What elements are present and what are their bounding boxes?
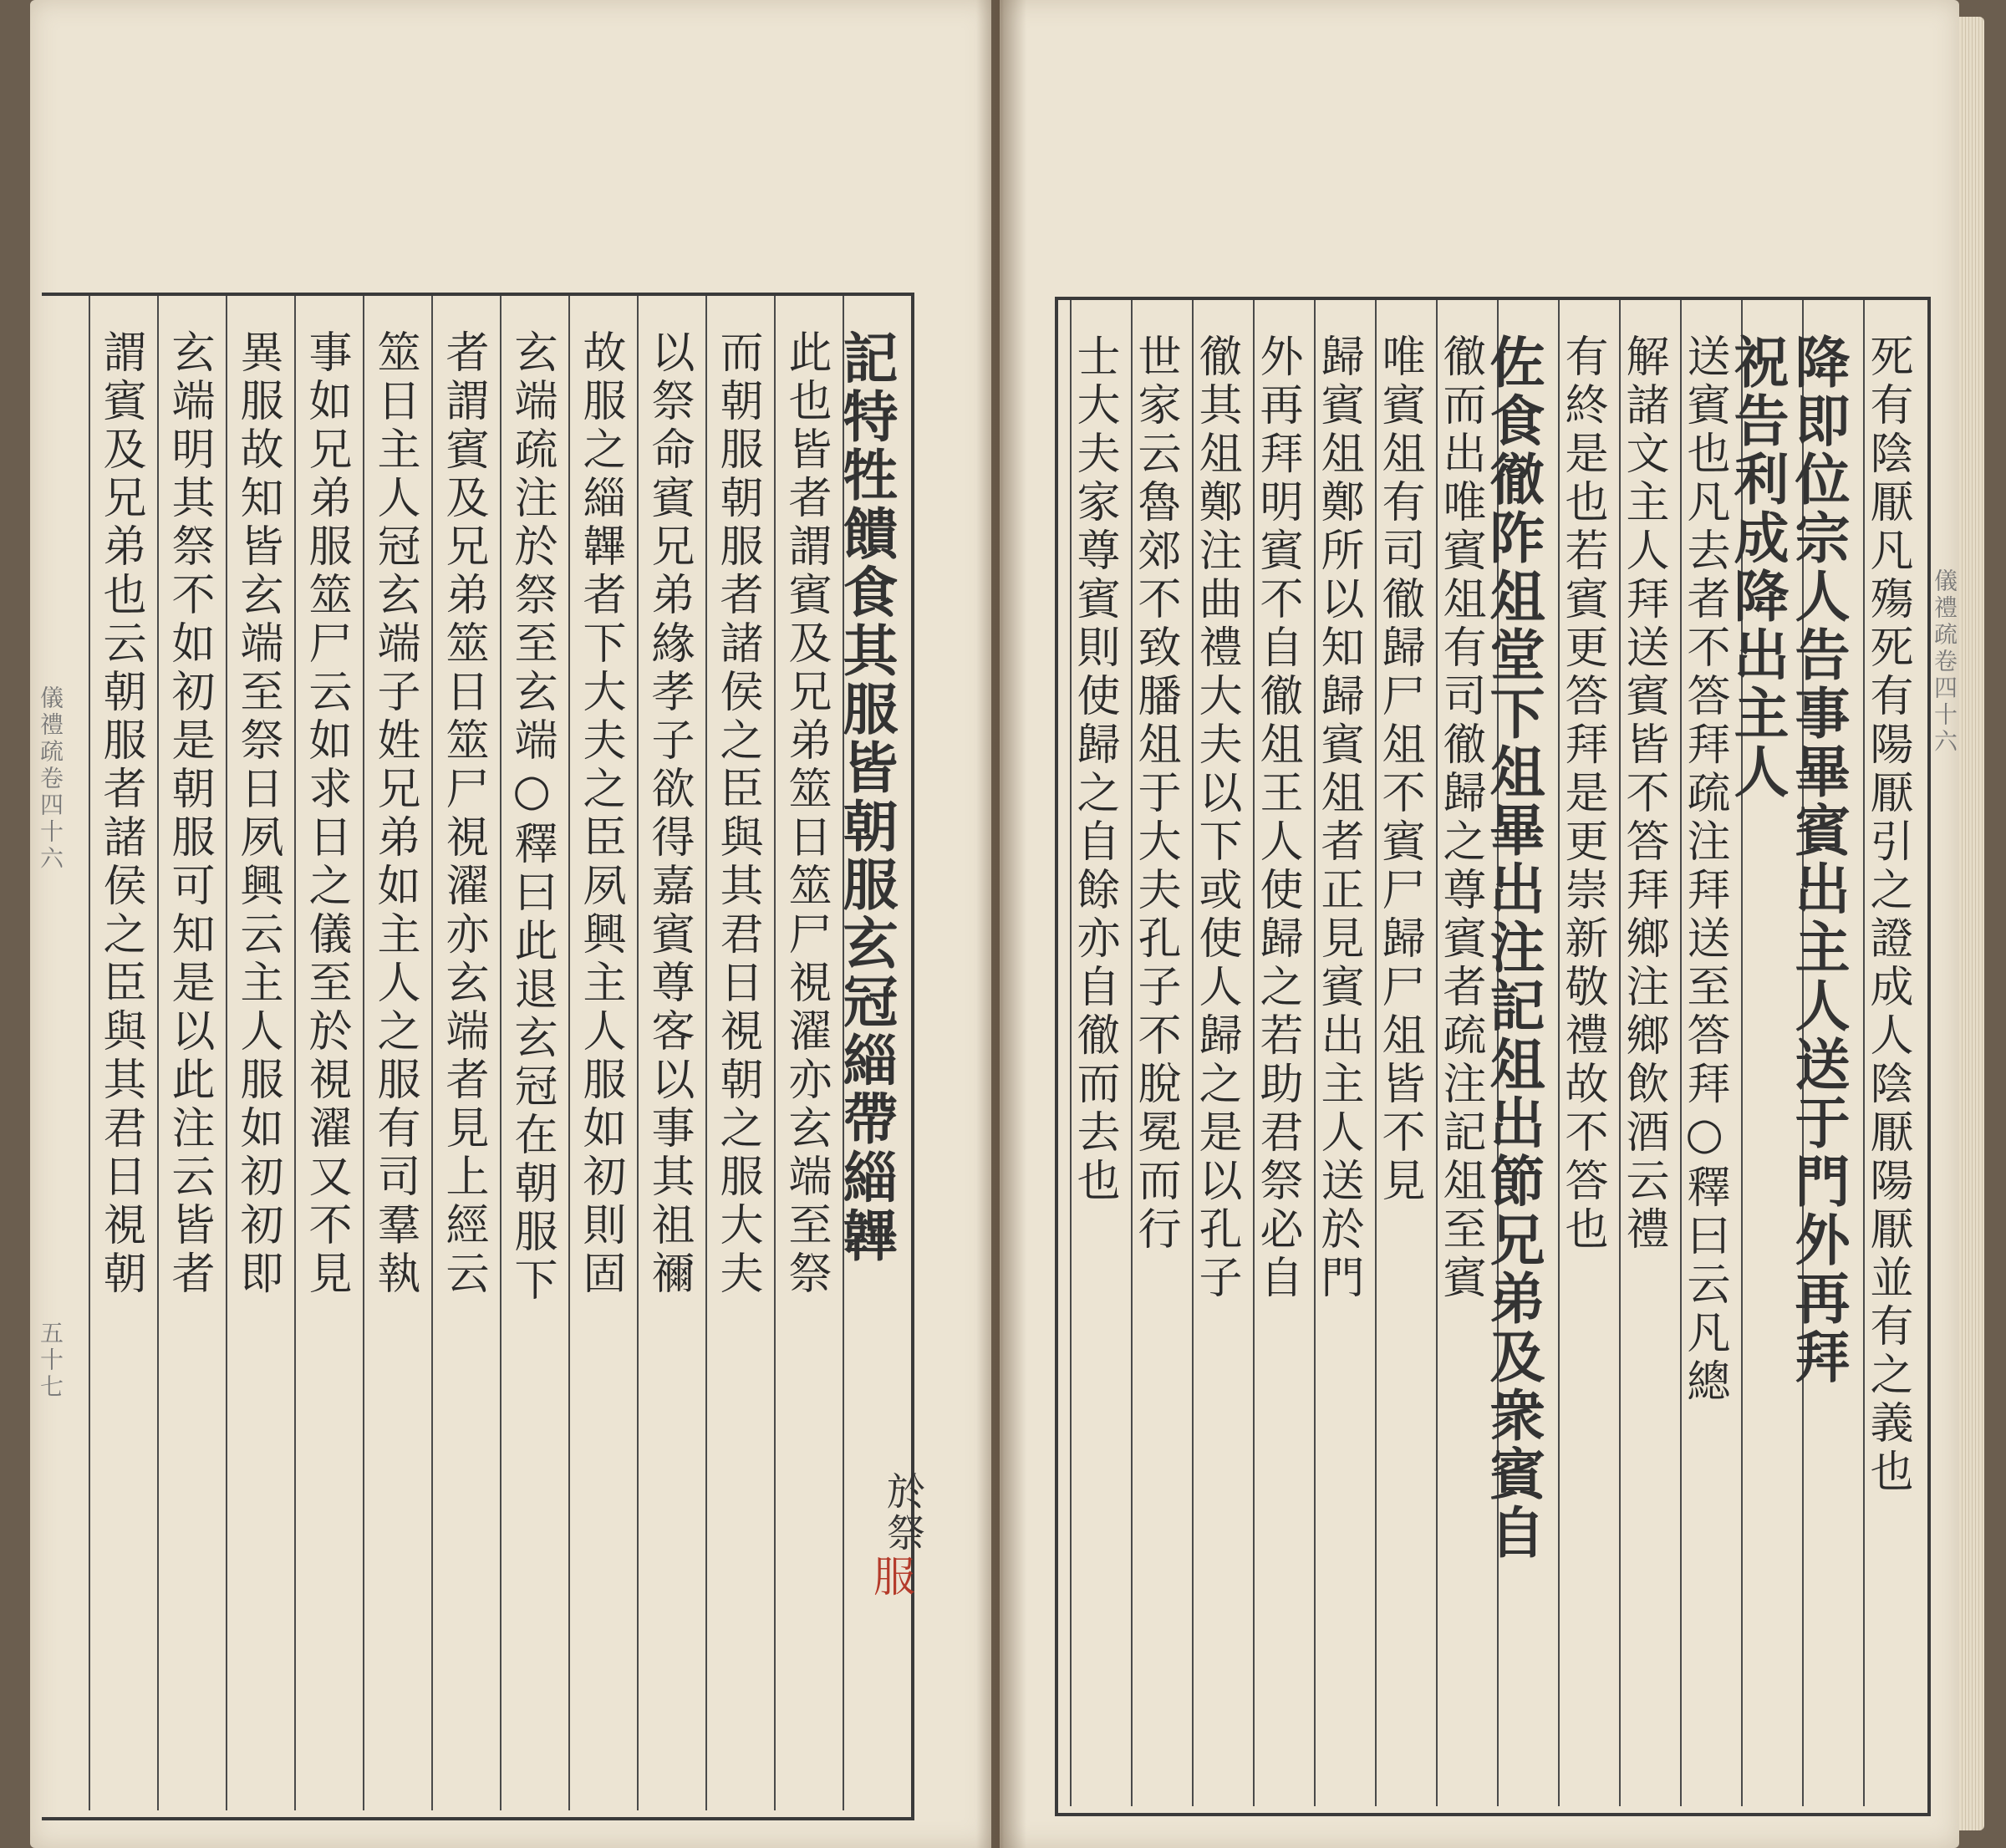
right-text-column: 歸賓俎鄭所以知歸賓俎者正見賓出主人送於門 xyxy=(1313,333,1363,1303)
right-text-column: 世家云魯郊不致膰俎于大夫孔子不脫冕而行 xyxy=(1130,333,1180,1255)
red-mark: 服 xyxy=(867,1555,915,1596)
left-text-column: 此也皆者謂賓及兄弟筮日筮尸視濯亦玄端至祭 xyxy=(781,329,831,1299)
left-text-column: 玄端疏注於祭至玄端○釋曰此退玄冠在朝服下 xyxy=(507,329,557,1306)
right-text-column: 解諸文主人拜送賓皆不答拜鄉注鄉飲酒云禮 xyxy=(1618,333,1668,1255)
left-text-column: 以祭命賓兄弟緣孝子欲得嘉賓尊客以事其祖禰 xyxy=(644,329,694,1299)
right-text-column: 有終是也若賓更答拜是更崇新敬禮故不答也 xyxy=(1557,333,1607,1255)
right-text-column: 徹而出唯賓俎有司徹歸之尊賓者疏注記俎至賓 xyxy=(1435,333,1485,1303)
right-text-column: 唯賓俎有司徹歸尸俎不賓尸歸尸俎皆不見 xyxy=(1374,333,1424,1206)
left-text-column: 謂賓及兄弟也云朝服者諸侯之臣與其君日視朝 xyxy=(95,329,145,1299)
right-text-column: 祝告利成降出主人 xyxy=(1724,333,1790,802)
left-text-column: 而朝服朝服者諸侯之臣與其君日視朝之服大夫 xyxy=(712,329,762,1299)
book-gutter xyxy=(976,0,1026,1848)
left-text-column: 筮日主人冠玄端子姓兄弟如主人之服有司羣執 xyxy=(369,329,420,1299)
right-text-column: 徹其俎鄭注曲禮大夫以下或使人歸之是以孔子 xyxy=(1191,333,1241,1303)
page-edge-stack xyxy=(1959,17,1984,1830)
margin-note-bottom: 五十七 xyxy=(37,1321,64,1401)
right-text-column: 死有陰厭凡殤死有陽厭引之證成人陰厭陽厭並有之義也 xyxy=(1862,333,1912,1497)
left-text-column: 故服之緇韠者下大夫之臣夙興主人服如初則固 xyxy=(575,329,625,1299)
left-text-column: 事如兄弟服筮尸云如求日之儀至於視濯又不見 xyxy=(301,329,351,1299)
column-top-note: 於祭 xyxy=(881,1471,926,1555)
margin-note-right: 儀禮疏卷四十六 xyxy=(1931,568,1958,756)
right-text-column: 士大夫家尊賓則使歸之自餘亦自徹而去也 xyxy=(1069,333,1119,1206)
margin-note-left: 儀禮疏卷四十六 xyxy=(37,685,64,873)
left-text-column: 記特牲饋食其服皆朝服玄冠緇帶緇韠 xyxy=(833,329,899,1265)
left-text-column: 玄端明其祭不如初是朝服可知是以此注云皆者 xyxy=(164,329,214,1299)
left-text-column: 異服故知皆玄端至祭日夙興云主人服如初初即 xyxy=(232,329,283,1299)
right-text-column: 佐食徹阼俎堂下俎畢出注記俎出節兄弟及衆賓自 xyxy=(1480,333,1545,1562)
left-text-column: 者謂賓及兄弟筮日筮尸視濯亦玄端者見上經云 xyxy=(438,329,488,1299)
right-text-column: 外再拜明賓不自徹俎王人使歸之若助君祭必自 xyxy=(1252,333,1302,1303)
right-text-column: 送賓也凡去者不答拜疏注拜送至答拜○釋曰云凡總 xyxy=(1679,333,1729,1407)
right-text-column: 降即位宗人告事畢賓出主人送于門外再拜 xyxy=(1785,333,1851,1387)
